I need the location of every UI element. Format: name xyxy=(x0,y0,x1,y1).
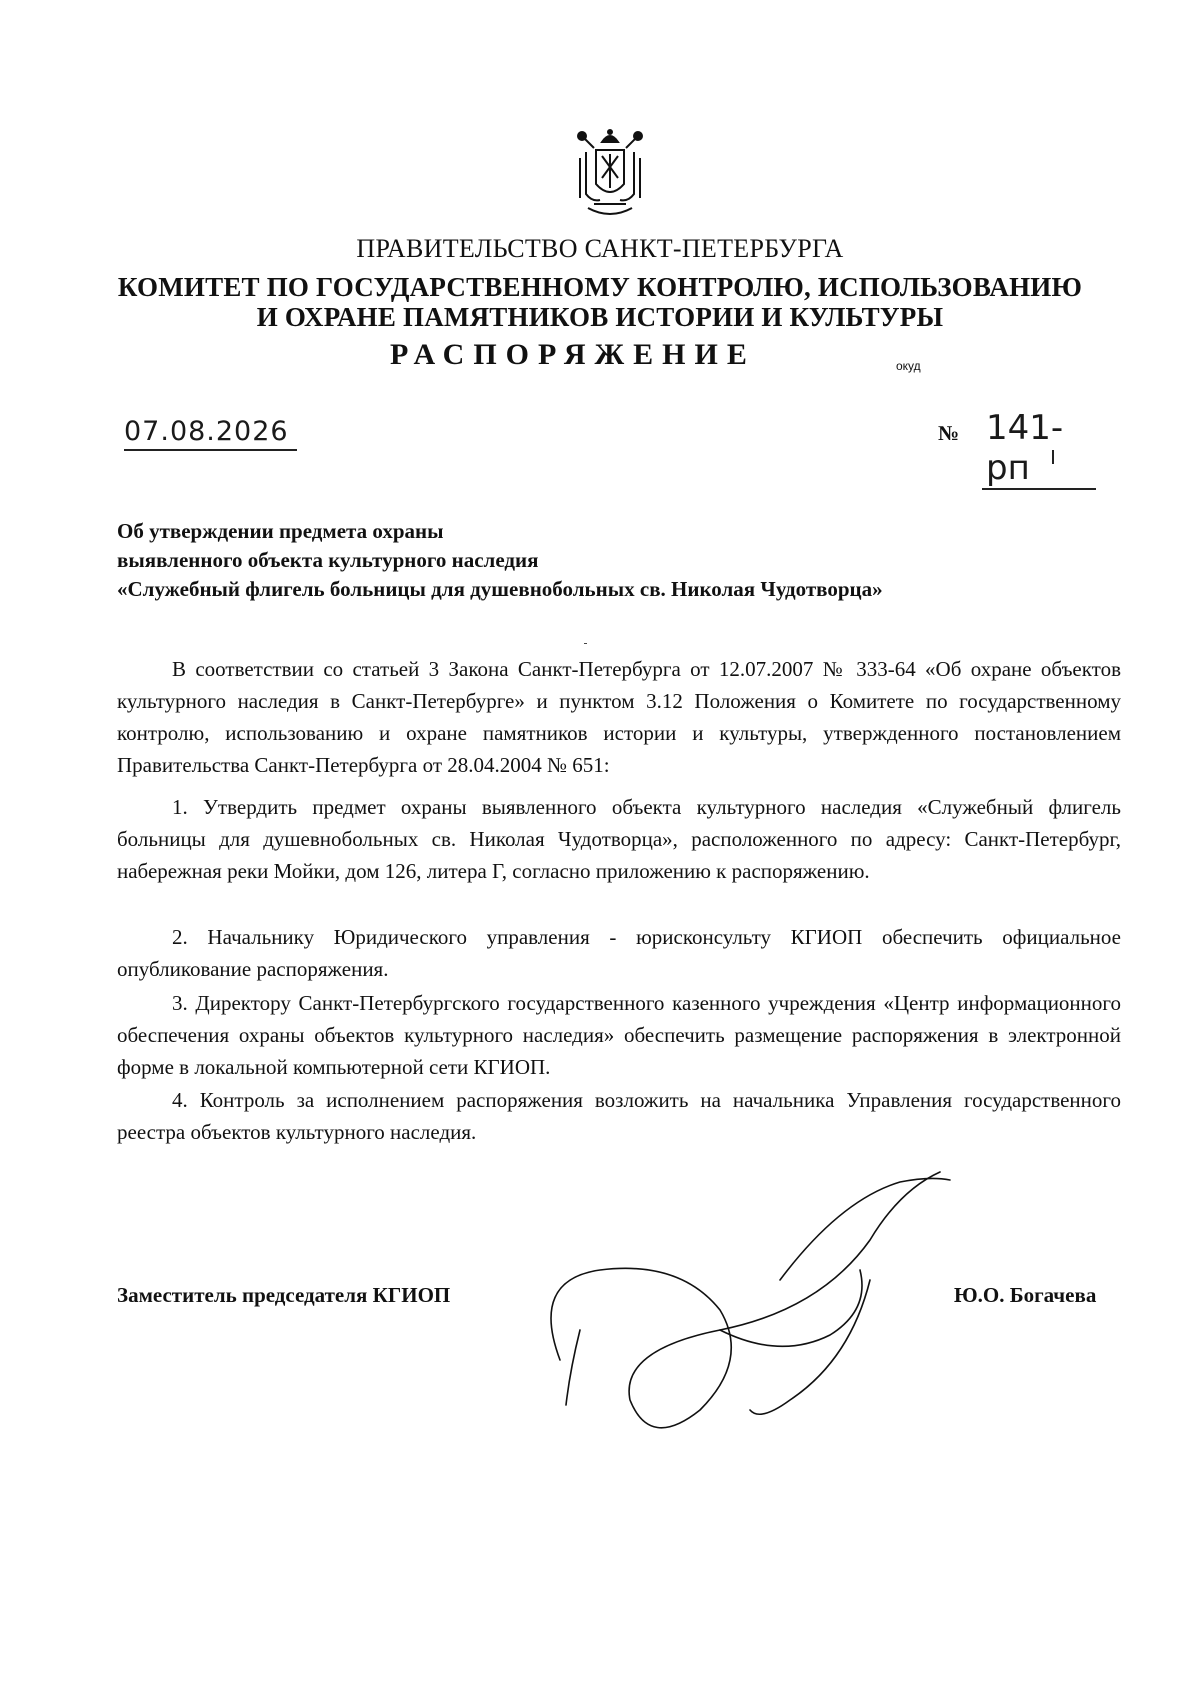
subject-line-2: выявленного объекта культурного наследия xyxy=(117,548,539,572)
committee-title-line-1: КОМИТЕТ ПО ГОСУДАРСТВЕННОМУ КОНТРОЛЮ, ИСПОЛЬЗОВАНИЮ xyxy=(117,272,1083,302)
document-date: 07.08.2026 xyxy=(124,415,297,451)
document-type-title: РАСПОРЯЖЕНИЕ xyxy=(390,338,756,371)
government-title: ПРАВИТЕЛЬСТВО САНКТ-ПЕТЕРБУРГА xyxy=(356,234,844,263)
coat-of-arms-icon xyxy=(572,128,648,220)
item-4-paragraph: 4. Контроль за исполнением распоряжения возложить на начальника Управления государственного реестра объектов культурного наследия. xyxy=(117,1088,1121,1144)
item-3-paragraph: 3. Директору Санкт-Петербургского государственного казенного учреждения «Центр информационного обеспечения охраны объектов культурного наследия» обеспечить размещение распоряжения в электронной форме в локальной компьютерной сети КГИОП. xyxy=(117,991,1121,1079)
signatory-position: Заместитель председателя КГИОП xyxy=(117,1283,451,1307)
signatory-name: Ю.О. Богачева xyxy=(954,1283,1097,1307)
document-number: 141-рп xyxy=(982,408,1096,490)
preamble-paragraph: В соответствии со статьей 3 Закона Санкт-Петербурга от 12.07.2007 № 333-64 «Об охране объектов культурного наследия в Санкт-Петербурге» и пунктом 3.12 Положения о Комитете по государственному контролю, использованию и охране памятников истории и культуры, утвержденного постановлением Правительства Санкт-Петербурга от 28.04.2004 № 651: xyxy=(117,657,1121,777)
subject-line-1: Об утверждении предмета охраны xyxy=(117,519,444,543)
subject-line-3: «Служебный флигель больницы для душевнобольных св. Николая Чудотворца» xyxy=(117,577,883,601)
item-2-paragraph: 2. Начальнику Юридического управления - юрисконсульту КГИОП обеспечить официальное опубликование распоряжения. xyxy=(117,925,1121,981)
handwritten-signature xyxy=(520,1160,960,1440)
item-1-paragraph: 1. Утвердить предмет охраны выявленного объекта культурного наследия «Служебный флигель больницы для душевнобольных св. Николая Чудотворца», расположенного по адресу: Санкт-Петербург, набережная реки Мойки, дом 126, литера Г, согласно приложению к распоряжению. xyxy=(117,795,1121,883)
number-underline-tick xyxy=(1052,450,1054,464)
number-label: № xyxy=(938,421,960,445)
okud-label: окуд xyxy=(896,359,921,373)
scan-speck xyxy=(584,643,587,644)
committee-title-line-2: И ОХРАНЕ ПАМЯТНИКОВ ИСТОРИИ И КУЛЬТУРЫ xyxy=(256,302,944,332)
